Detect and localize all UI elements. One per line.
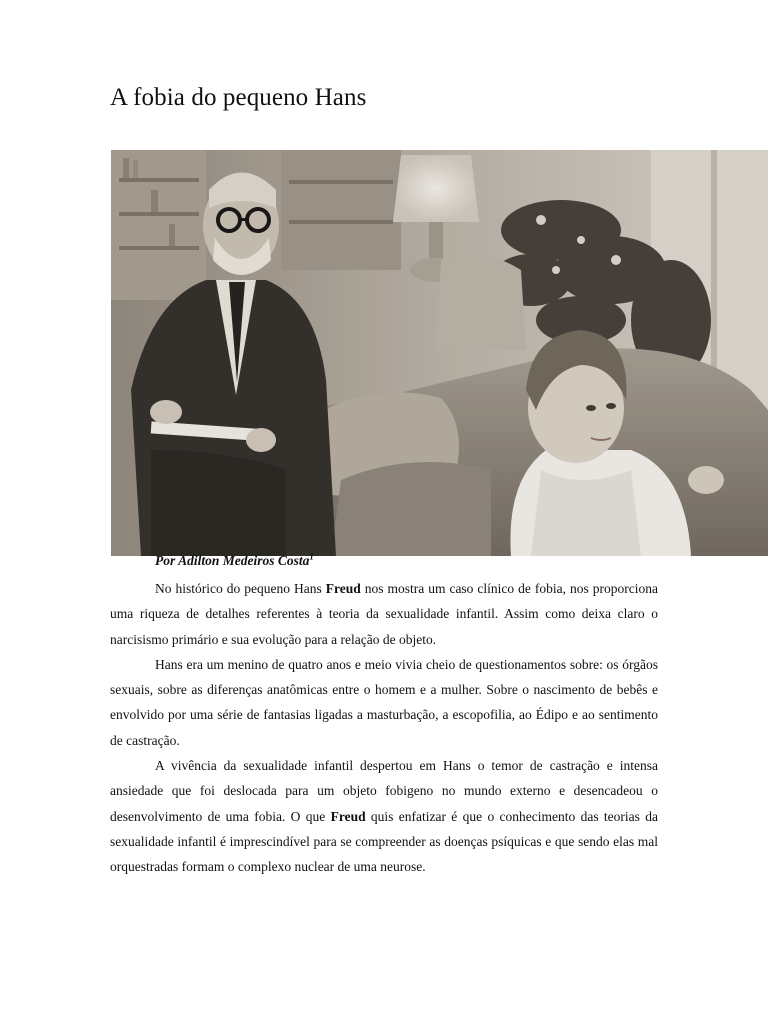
- photo-freud-and-little-hans-icon: [111, 150, 768, 556]
- paragraph-3-text-end: quis enfatizar é que o conhecimento das teorias da sexualidade infantil é imprescindível para se compreender as doenças psíquicas e que sendo elas mal orquestradas formam o complexo nuclear de uma neurose.: [110, 808, 658, 875]
- page-title: A fobia do pequeno Hans: [110, 84, 367, 111]
- article-body: [110, 576, 658, 880]
- footnote-marker: 1: [309, 551, 314, 562]
- paragraph-2: Hans era um menino de quatro anos e meio vivia cheio de questionamentos sobre: os órgãos sexuais, sobre as diferenças anatômicas entre o homem e a mulher. Sobre o nascimento de bebês e envolvido por uma série de fantasias ligadas a masturbação, a escopofilia, ao Édipo e ao sentimento de castração.: [110, 656, 658, 748]
- freud-name: Freud: [330, 808, 366, 824]
- paragraph-1-text-start: No histórico do pequeno Hans: [155, 581, 326, 596]
- author-byline: [155, 553, 314, 569]
- paragraph-1-text-end: nos mostra um caso clínico de fobia, nos proporciona uma riqueza de detalhes referentes à teoria da sexualidade infantil. Assim como deixa claro o narcisismo primário e sua evolução para a relação de objeto.: [110, 581, 658, 647]
- paragraph-3-text-start: A vivência da sexualidade infantil despertou em Hans o temor de castração e intensa ansiedade que foi deslocada para um objeto fobigeno no mundo externo e desencadeou o desenvolvimento de uma fobia. O que: [110, 758, 658, 824]
- paragraph-3: [110, 753, 658, 879]
- author-name: Por Adilton Medeiros Costa: [155, 553, 310, 568]
- freud-name: Freud: [325, 581, 361, 596]
- paragraph-1: [110, 576, 658, 652]
- article-photo: [111, 150, 768, 556]
